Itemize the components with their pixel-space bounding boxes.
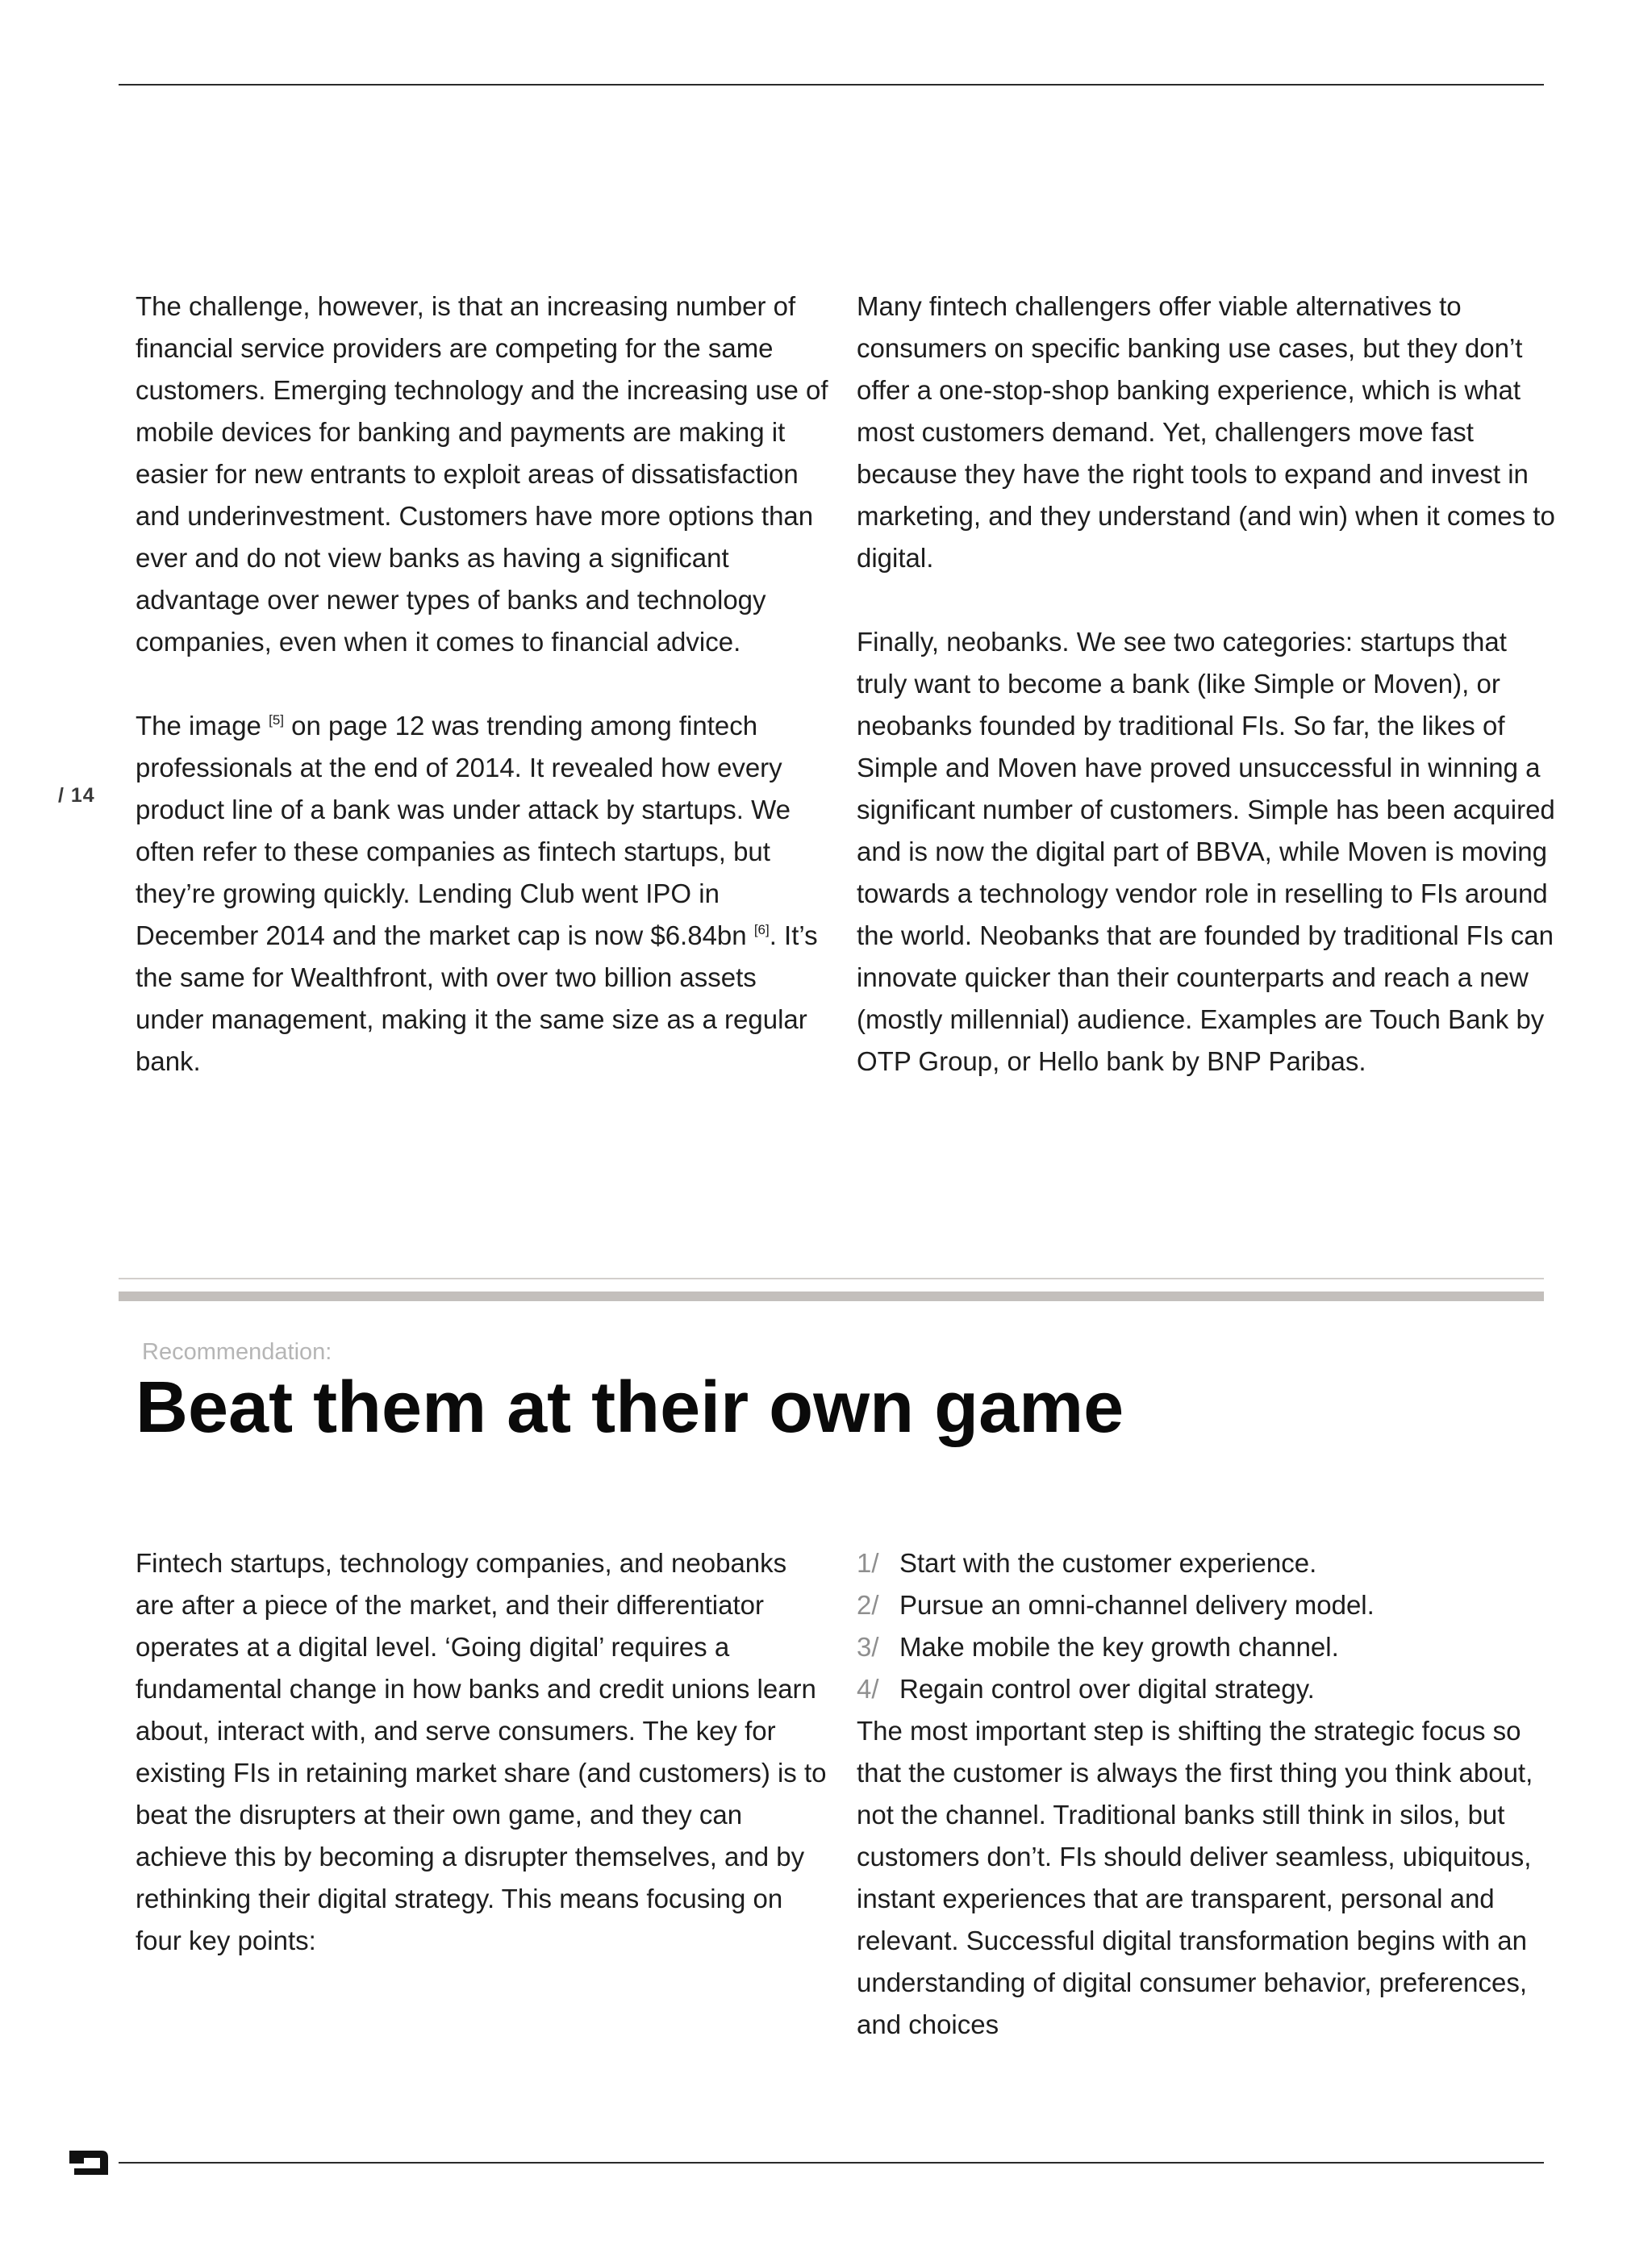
list-item-number: 2/	[857, 1590, 879, 1620]
paragraph-text: on page 12 was trending among fintech professionals at the end of 2014. It revealed how every product line of a bank was under attack by startups. We often refer to these companies as fintech startups, but they’re growing quickly. Lending Club went IPO in December 2014 and the market cap is now $6.84bn	[136, 711, 791, 950]
brand-logo-icon	[68, 2147, 110, 2178]
list-item	[857, 1542, 1558, 1584]
list-item-number: 1/	[857, 1548, 879, 1578]
section1-left-paragraph-2	[136, 705, 829, 1083]
paragraph-text: The image	[136, 711, 269, 741]
bottom-rule	[119, 2162, 1544, 2164]
footnote-ref-6[interactable]: [6]	[753, 922, 770, 937]
paragraph-text: . It’s the same for Wealthfront, with over two billion assets under management, making it the same size as a regular bank.	[136, 920, 818, 1076]
section-divider-thin	[119, 1278, 1544, 1279]
key-points-list	[857, 1542, 1558, 1710]
list-item-text: Make mobile the key growth channel.	[899, 1632, 1339, 1662]
recommendation-heading: Beat them at their own game	[136, 1367, 1124, 1448]
recommendation-right-column	[857, 1542, 1558, 2046]
list-item	[857, 1584, 1558, 1626]
section1-right-column	[857, 286, 1558, 1083]
list-item-text: Start with the customer experience.	[899, 1548, 1317, 1578]
section1-right-paragraph-1: Many fintech challengers offer viable alternatives to consumers on specific banking use cases, but they don’t offer a one-stop-shop banking experience, which is what most customers demand. Yet, challengers move fast because they have the right tools to expand and invest in marketing, and they understand (and win) when it comes to digital.	[857, 291, 1555, 573]
section-divider-thick	[119, 1292, 1544, 1301]
list-item-number: 4/	[857, 1674, 879, 1704]
recommendation-label: Recommendation:	[142, 1339, 332, 1365]
footnote-ref-5[interactable]: [5]	[269, 712, 284, 728]
section1-left-column	[136, 286, 829, 1083]
list-item-number: 3/	[857, 1632, 879, 1662]
top-rule	[119, 84, 1544, 86]
section1-left-paragraph-1: The challenge, however, is that an increasing number of financial service providers are competing for the same customers. Emerging technology and the increasing use of mobile devices for banking and payments are making it easier for new entrants to exploit areas of dissatisfaction and underinvestment. Customers have more options than ever and do not view banks as having a significant advantage over newer types of banks and technology companies, even when it comes to financial advice.	[136, 291, 828, 657]
list-item-text: Regain control over digital strategy.	[899, 1674, 1315, 1704]
recommendation-left-column	[136, 1542, 829, 1962]
list-item	[857, 1668, 1558, 1710]
section1-right-paragraph-2: Finally, neobanks. We see two categories: startups that truly want to become a bank (like Simple or Moven), or neobanks founded by traditional FIs. So far, the likes of Simple and Moven have proved unsuccessful in winning a significant number of customers. Simple has been acquired and is now the digital part of BBVA, while Moven is moving towards a technology vendor role in reselling to FIs around the world. Neobanks that are founded by traditional FIs can innovate quicker than their counterparts and reach a new (mostly millennial) audience. Examples are Touch Bank by OTP Group, or Hello bank by BNP Paribas.	[857, 627, 1555, 1076]
list-item	[857, 1626, 1558, 1668]
recommendation-left-paragraph: Fintech startups, technology companies, and neobanks are after a piece of the market, and their differentiator operates at a digital level. ‘Going digital’ requires a fundamental change in how banks and credit unions learn about, interact with, and serve consumers. The key for existing FIs in retaining market share (and customers) is to beat the disrupters at their own game, and they can achieve this by becoming a disrupter themselves, and by rethinking their digital strategy. This means focusing on four key points:	[136, 1548, 827, 1955]
list-item-text: Pursue an omni-channel delivery model.	[899, 1590, 1375, 1620]
recommendation-right-paragraph: The most important step is shifting the strategic focus so that the customer is always the first thing you think about, not the channel. Traditional banks still think in silos, but customers don’t. FIs should deliver seamless, ubiquitous, instant experiences that are transparent, personal and relevant. Successful digital transformation begins with an understanding of digital consumer behavior, preferences, and choices	[857, 1716, 1533, 2039]
page-number: / 14	[58, 784, 95, 807]
